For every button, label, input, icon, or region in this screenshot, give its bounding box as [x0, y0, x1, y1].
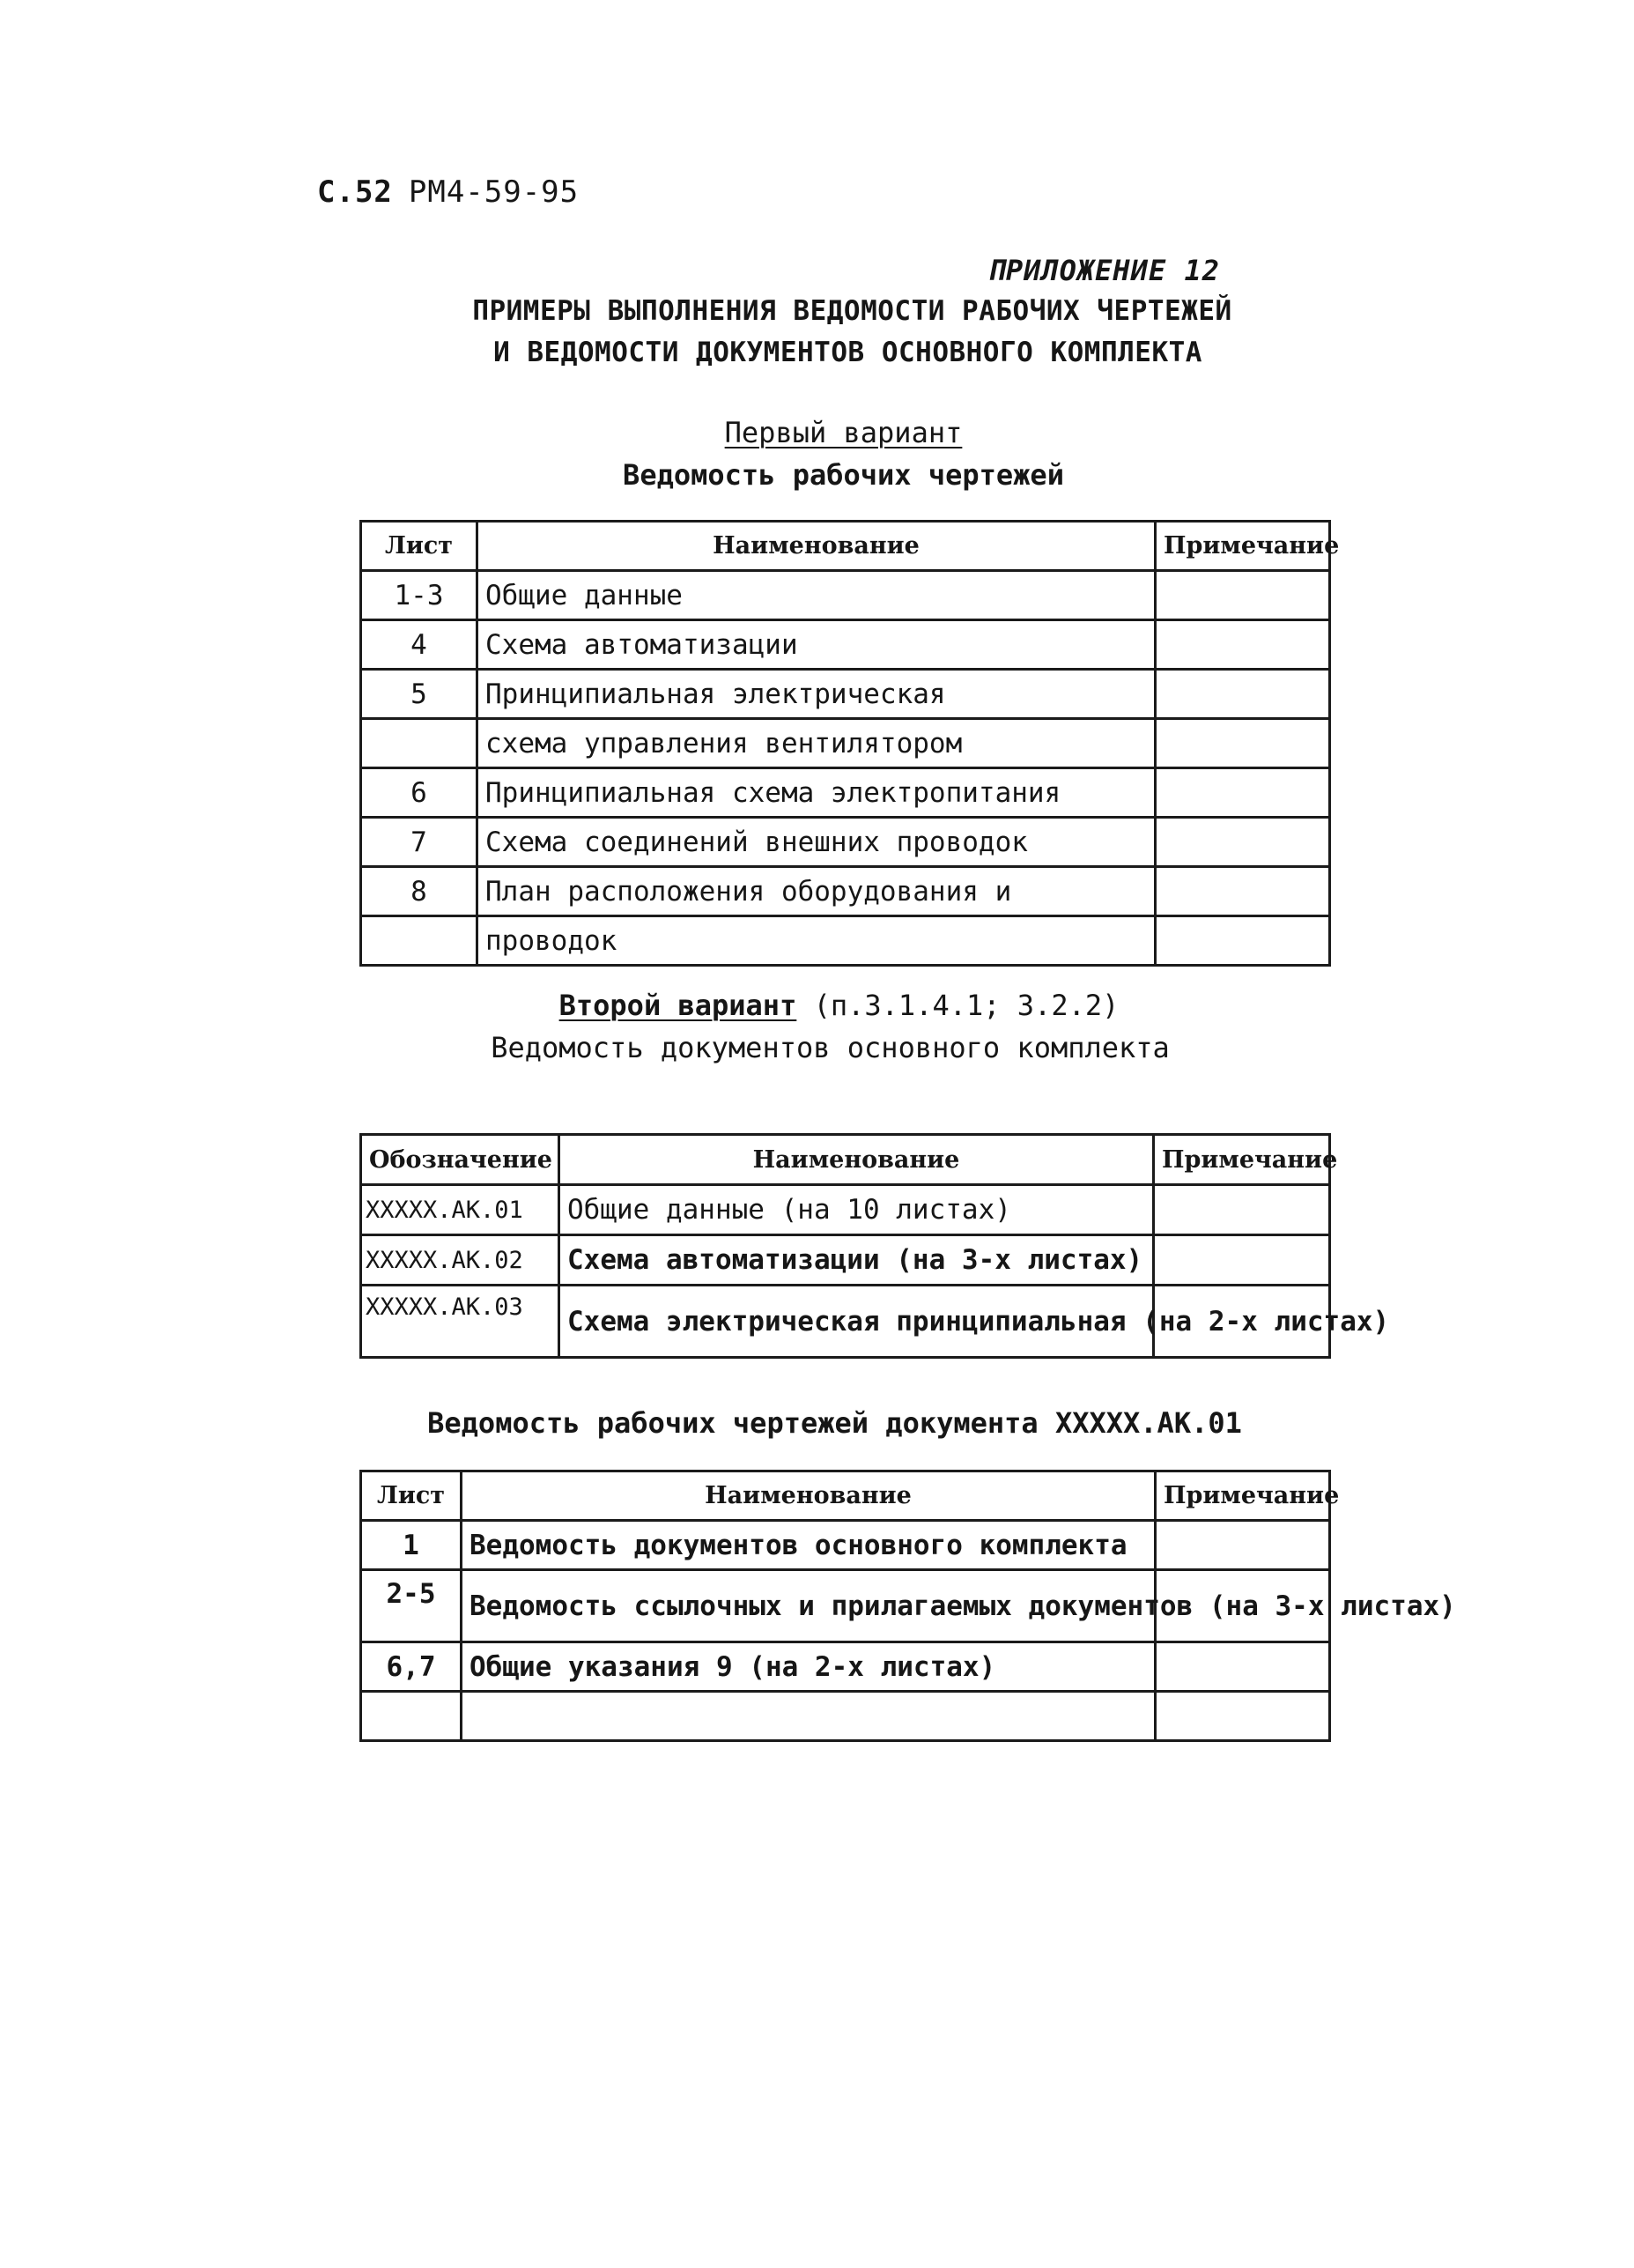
table-row	[361, 1642, 1330, 1692]
page-header	[317, 174, 579, 210]
table-row	[361, 1570, 1330, 1642]
cell-name: Ведомость документов основного комплекта	[462, 1521, 1156, 1570]
cell-sheet: 1-3	[361, 571, 477, 620]
table3-caption: Ведомость рабочих чертежей документа XXXXX.AK.01	[427, 1406, 1242, 1440]
cell-name: Общие данные	[477, 571, 1156, 620]
table-row	[361, 818, 1330, 867]
cell-name: проводок	[477, 916, 1156, 966]
variant2-heading-label: Второй вариант	[558, 989, 797, 1022]
col-header-sheet: Лист	[361, 1471, 462, 1521]
cell-sheet: 7	[361, 818, 477, 867]
cell-note	[1156, 1692, 1330, 1741]
cell-sheet: 1	[361, 1521, 462, 1570]
main-set-documents-table	[359, 1133, 1390, 1359]
cell-note	[1156, 571, 1330, 620]
table-row	[361, 1185, 1330, 1235]
cell-name: схема управления вентилятором	[477, 719, 1156, 768]
variant2-heading-ref: (п.3.1.4.1; 3.2.2)	[796, 989, 1120, 1022]
table-row	[361, 1235, 1330, 1286]
cell-sheet: 5	[361, 670, 477, 719]
col-header-designation: Обозначение	[361, 1135, 559, 1185]
col-header-name: Наименование	[559, 1135, 1154, 1185]
main-title-line-2: И ВЕДОМОСТИ ДОКУМЕНТОВ ОСНОВНОГО КОМПЛЕКТА	[493, 337, 1202, 368]
table-row	[361, 571, 1330, 620]
cell-sheet: 4	[361, 620, 477, 670]
variant2-heading	[0, 989, 1634, 1022]
col-header-name: Наименование	[477, 522, 1156, 571]
cell-note	[1154, 1235, 1330, 1286]
table-row	[361, 1521, 1330, 1570]
table-header-row	[361, 1135, 1330, 1185]
cell-name: Ведомость ссылочных и прилагаемых документов (на 3-х листах)	[462, 1570, 1156, 1642]
col-header-note: Примечание	[1156, 522, 1330, 571]
cell-name: План расположения оборудования и	[477, 867, 1156, 916]
cell-sheet	[361, 916, 477, 966]
cell-name: Схема автоматизации	[477, 620, 1156, 670]
cell-designation: XXXXX.AK.02	[361, 1235, 559, 1286]
table-row	[361, 768, 1330, 818]
table-row	[361, 1286, 1330, 1358]
cell-name: Схема автоматизации (на 3-х листах)	[559, 1235, 1154, 1286]
cell-name: Схема соединений внешних проводок	[477, 818, 1156, 867]
cell-sheet: 6	[361, 768, 477, 818]
col-header-sheet: Лист	[361, 522, 477, 571]
col-header-name: Наименование	[462, 1471, 1156, 1521]
cell-name	[462, 1692, 1156, 1741]
cell-name: Принципиальная схема электропитания	[477, 768, 1156, 818]
cell-note	[1156, 620, 1330, 670]
table-row	[361, 916, 1330, 966]
cell-sheet: 2-5	[361, 1570, 462, 1642]
col-header-note: Примечание	[1154, 1135, 1330, 1185]
cell-name: Схема электрическая принципиальная (на 2-х листах)	[559, 1286, 1154, 1358]
cell-note	[1156, 1642, 1330, 1692]
variant1-heading: Первый вариант	[724, 416, 963, 449]
cell-note	[1156, 719, 1330, 768]
cell-note	[1156, 768, 1330, 818]
cell-name: Принципиальная электрическая	[477, 670, 1156, 719]
table-row	[361, 620, 1330, 670]
cell-note	[1156, 867, 1330, 916]
appendix-label: ПРИЛОЖЕНИЕ 12	[987, 254, 1220, 287]
cell-name: Общие указания 9 (на 2-х листах)	[462, 1642, 1156, 1692]
cell-note	[1156, 1521, 1330, 1570]
document-code: РМ4-59-95	[408, 174, 580, 210]
cell-sheet: 8	[361, 867, 477, 916]
cell-note	[1156, 916, 1330, 966]
cell-name: Общие данные (на 10 листах)	[559, 1185, 1154, 1235]
table-row	[361, 719, 1330, 768]
page-number: С.52	[317, 174, 393, 210]
table-row	[361, 1692, 1330, 1741]
cell-sheet	[361, 719, 477, 768]
cell-sheet: 6,7	[361, 1642, 462, 1692]
variant1-caption: Ведомость рабочих чертежей	[623, 458, 1064, 492]
table-header-row	[361, 522, 1330, 571]
main-title-line-1: ПРИМЕРЫ ВЫПОЛНЕНИЯ ВЕДОМОСТИ РАБОЧИХ ЧЕРТЕЖЕЙ	[472, 295, 1232, 327]
cell-designation: XXXXX.AK.01	[361, 1185, 559, 1235]
col-header-note: Примечание	[1156, 1471, 1330, 1521]
variant2-caption: Ведомость документов основного комплекта	[491, 1031, 1170, 1064]
cell-sheet	[361, 1692, 462, 1741]
cell-note	[1154, 1185, 1330, 1235]
document-drawings-table	[359, 1470, 1456, 1742]
table-row	[361, 867, 1330, 916]
cell-designation: XXXXX.AK.03	[361, 1286, 559, 1358]
cell-note	[1156, 670, 1330, 719]
table-row	[361, 670, 1330, 719]
table-header-row	[361, 1471, 1330, 1521]
drawings-register-table	[359, 520, 1340, 967]
cell-note	[1156, 818, 1330, 867]
